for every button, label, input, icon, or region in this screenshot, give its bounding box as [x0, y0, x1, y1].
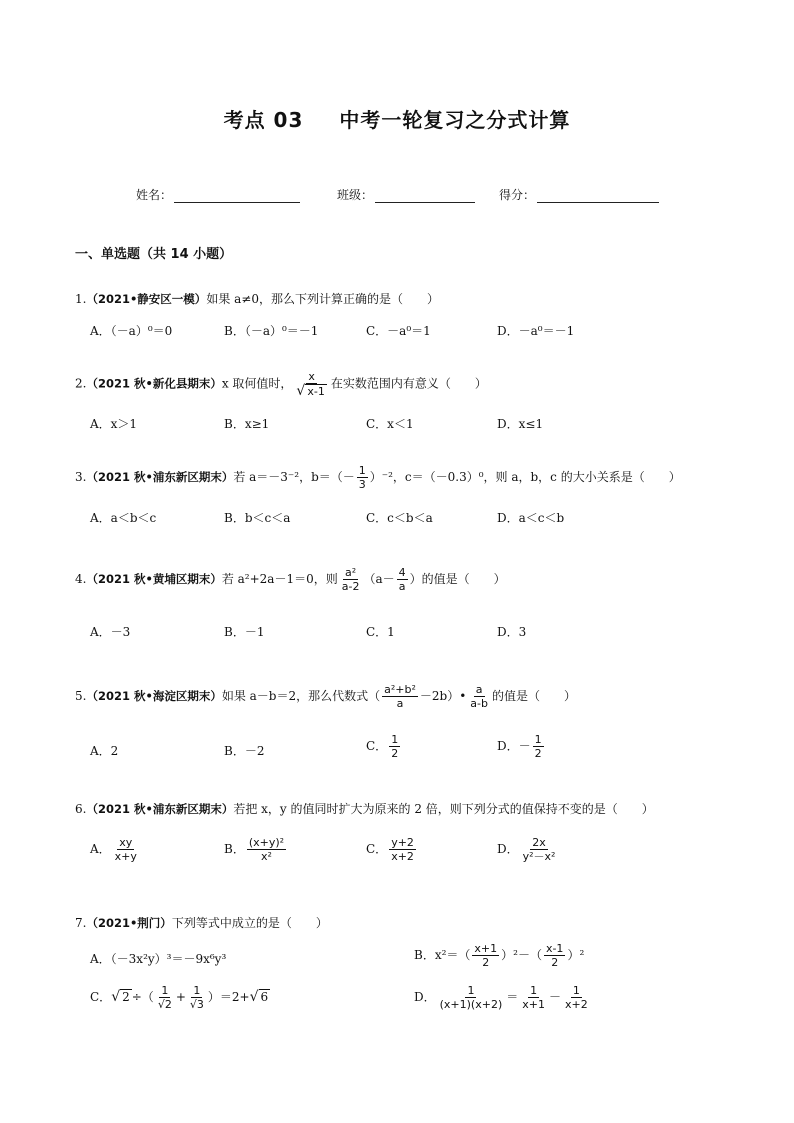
fraction: $\frac{\text{(x+y)²}}{\text{x²}}$	[248, 836, 285, 863]
fraction: $\frac{a}{a-b}$	[470, 683, 488, 710]
q6-option-c[interactable]: C． $\frac{y+2}{x+2}$	[366, 836, 414, 863]
fraction: $\frac{x}{√ x-1}$	[296, 370, 325, 399]
q6-option-d[interactable]: D． $\frac{2x}{\text{y²－x²}}$	[497, 836, 556, 863]
fraction: $\frac{1}{2}$	[391, 733, 399, 760]
fraction: $\frac{xy}{x+y}$	[114, 836, 137, 863]
fraction: $\frac{1}{x+2}$	[565, 984, 588, 1011]
name-blank[interactable]	[174, 190, 300, 203]
fraction: $\frac{y+2}{x+2}$	[391, 836, 414, 863]
q4-option-c[interactable]: C．1	[366, 625, 395, 639]
q5-option-a[interactable]: A．2	[90, 744, 119, 758]
page-title	[0, 104, 794, 133]
q1-option-b[interactable]: B．（－a）⁰＝－1	[224, 324, 319, 338]
q4-option-a[interactable]: A．－3	[90, 625, 131, 639]
fraction: $\frac{1}{x+1}$	[522, 984, 545, 1011]
q2-option-a[interactable]: A．x＞1	[90, 417, 138, 431]
q7-option-d[interactable]: D． $\frac{1}{(x+1)(x+2)}$ ＝ $\frac{1}{x+1}$ － $\frac{1}{x+2}$	[414, 984, 588, 1011]
fraction: $\frac{\text{a²+b²}}{a}$	[384, 683, 416, 710]
fraction: $\frac{x+1}{2}$	[474, 942, 498, 969]
score-label: 得分：	[499, 188, 536, 202]
question-1: 1.（2021•静安区一模）如果 a≠0，那么下列计算正确的是（ ）	[75, 292, 439, 306]
q5-option-c[interactable]: C． $\frac{1}{2}$	[366, 733, 399, 760]
q4-option-d[interactable]: D．3	[497, 625, 527, 639]
class-blank[interactable]	[375, 190, 475, 203]
fraction: $\frac{x-1}{2}$	[545, 942, 564, 969]
class-field[interactable]	[337, 186, 475, 203]
q4-option-b[interactable]: B．－1	[224, 625, 265, 639]
question-5: 5.（2021 秋•海淀区期末）如果 a－b＝2，那么代数式（ $\frac{\text{a²+b²}}{a}$ －2b）• $\frac{a}{a-b}$ 的值是（ ）	[75, 683, 577, 710]
question-3: 3.（2021 秋•浦东新区期末）若 a＝－3⁻²，b＝（－ $\frac{1}{3}$ ）⁻²，c＝（－0.3）⁰，则 a，b，c 的大小关系是（ ）	[75, 464, 681, 491]
q2-option-c[interactable]: C．x＜1	[366, 417, 414, 431]
title-part2: 中考一轮复习之分式计算	[339, 108, 571, 132]
q3-option-d[interactable]: D．a＜c＜b	[497, 511, 565, 525]
question-2: 2.（2021 秋•新化县期末）x 取何值时， $\frac{x}{√ x-1}$ 在实数范围内有意义（ ）	[75, 370, 487, 399]
fraction: $\frac{\text{a²}}{a-2}$	[341, 566, 360, 593]
name-label: 姓名：	[136, 188, 173, 202]
fraction: $\frac{1}{√2}$	[157, 984, 172, 1011]
q2-option-b[interactable]: B．x≥1	[224, 417, 270, 431]
q7-option-c[interactable]: C．√ 2 ÷（ $\frac{1}{√2}$ + $\frac{1}{√3}$ ）＝2+√ 6	[90, 984, 269, 1011]
fraction: $\frac{4}{a}$	[398, 566, 406, 593]
q1-option-d[interactable]: D．－a⁰＝－1	[497, 324, 575, 338]
title-part1: 考点 03	[223, 108, 304, 132]
fraction: $\frac{1}{2}$	[534, 733, 542, 760]
fraction: $\frac{1}{(x+1)(x+2)}$	[439, 984, 503, 1011]
q6-option-a[interactable]: A． $\frac{xy}{x+y}$	[90, 836, 137, 863]
q3-option-c[interactable]: C．c＜b＜a	[366, 511, 433, 525]
name-field[interactable]	[136, 186, 300, 203]
q1-option-a[interactable]: A．（－a）⁰＝0	[90, 324, 173, 338]
q3-option-a[interactable]: A．a＜b＜c	[90, 511, 157, 525]
fraction: $\frac{1}{√3}$	[189, 984, 204, 1011]
question-source: （2021•静安区一模）	[86, 292, 207, 306]
question-7: 7.（2021•荆门）下列等式中成立的是（ ）	[75, 916, 328, 930]
q5-option-d[interactable]: D．－ $\frac{1}{2}$	[497, 733, 542, 760]
fraction: $\frac{2x}{\text{y²－x²}}$	[522, 836, 556, 863]
section-heading: 一、单选题（共 14 小题）	[75, 247, 233, 262]
q7-option-b[interactable]: B．x²＝（ $\frac{x+1}{2}$ ）²－（ $\frac{x-1}{2}$ ）²	[414, 942, 585, 969]
fraction: $\frac{1}{3}$	[358, 464, 366, 491]
question-6: 6.（2021 秋•浦东新区期末）若把 x，y 的值同时扩大为原来的 2 倍，则下列分式的值保持不变的是（ ）	[75, 802, 654, 816]
class-label: 班级：	[337, 188, 374, 202]
q6-option-b[interactable]: B． $\frac{\text{(x+y)²}}{\text{x²}}$	[224, 836, 285, 863]
q5-option-b[interactable]: B．－2	[224, 744, 265, 758]
q3-option-b[interactable]: B．b＜c＜a	[224, 511, 291, 525]
q2-option-d[interactable]: D．x≤1	[497, 417, 544, 431]
score-blank[interactable]	[537, 190, 659, 203]
q7-option-a[interactable]: A．（－3x²y）³＝－9x⁶y³	[90, 952, 227, 966]
q1-option-c[interactable]: C．－a⁰＝1	[366, 324, 431, 338]
question-4: 4.（2021 秋•黄埔区期末）若 a²+2a－1＝0，则 $\frac{\text{a²}}{a-2}$ （a－ $\frac{4}{a}$ ）的值是（ ）	[75, 566, 506, 593]
score-field[interactable]	[499, 186, 659, 203]
